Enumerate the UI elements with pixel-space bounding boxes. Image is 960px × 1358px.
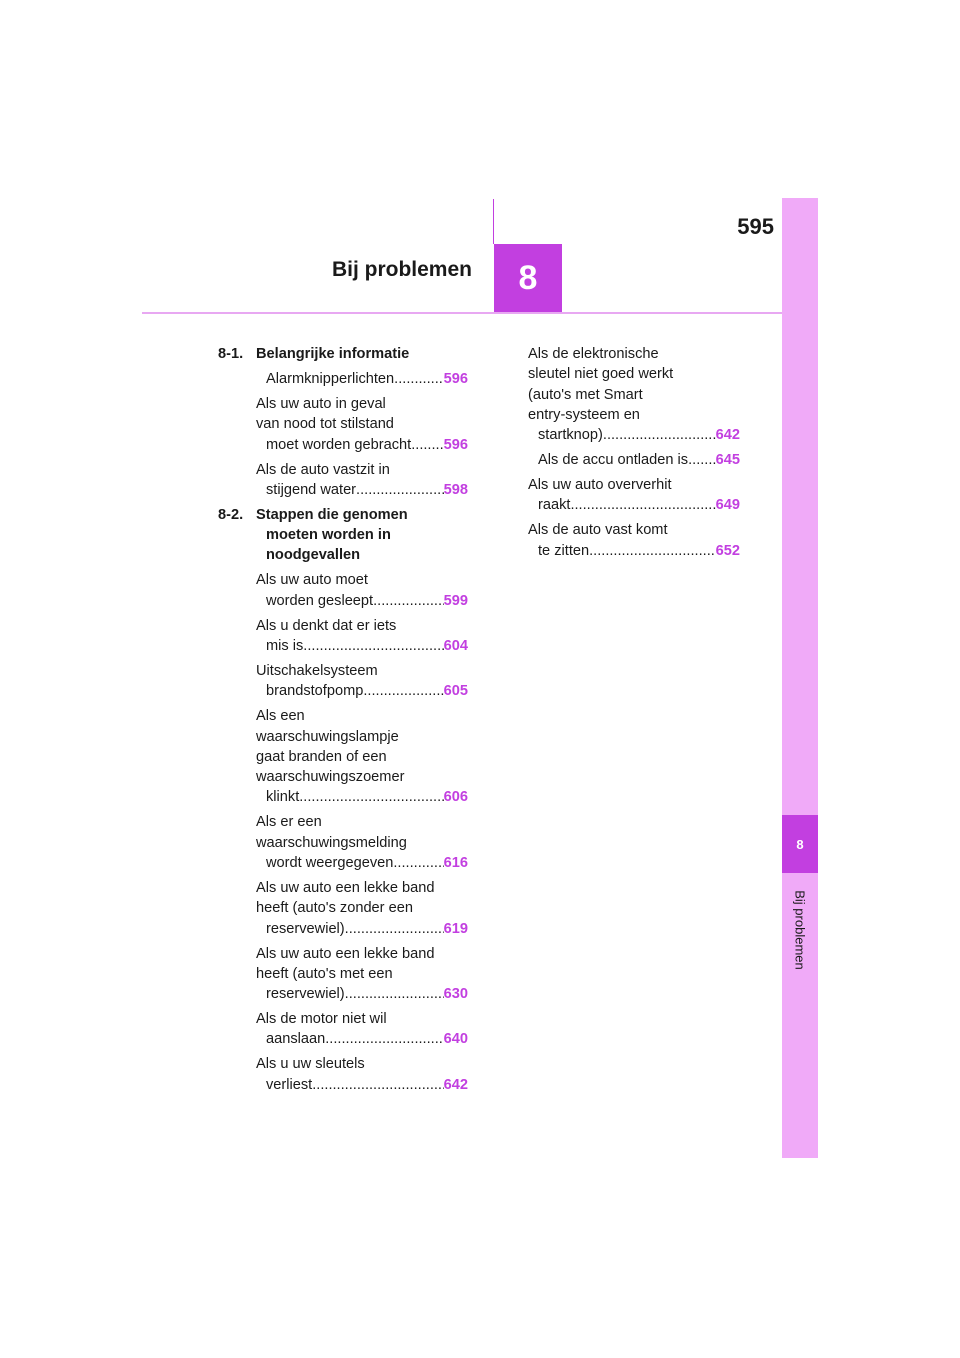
toc-page-link[interactable]: 652	[715, 542, 740, 559]
toc-entry-last-line	[538, 450, 740, 470]
toc-section-heading	[218, 505, 468, 566]
toc-entry-last-line	[266, 919, 468, 939]
toc-entry-last-line	[538, 425, 740, 445]
toc-entry-line: Uitschakelsysteem	[256, 662, 378, 679]
toc-page-link[interactable]: 596	[443, 436, 468, 453]
toc-entry-text: verliest	[266, 1076, 313, 1093]
toc-page-link[interactable]: 630	[443, 986, 468, 1003]
toc-entry-line: waarschuwingszoemer	[256, 769, 405, 786]
toc-entry-last-line	[266, 984, 468, 1004]
toc-entry-line: sleutel niet goed werkt	[528, 366, 674, 383]
toc-entry[interactable]	[256, 616, 468, 657]
toc-entry-line: Als u uw sleutels	[256, 1056, 365, 1073]
toc-page-link[interactable]: 649	[715, 497, 740, 514]
toc-entry-text: startknop)	[538, 427, 603, 444]
toc-entry-text: Als de accu ontladen is	[538, 452, 689, 469]
toc-entry-line: Als u denkt dat er iets	[256, 617, 397, 634]
toc-entry-line: Als uw auto een lekke band	[256, 880, 435, 896]
toc-page-link[interactable]: 619	[443, 920, 468, 937]
toc-entry-last-line	[538, 495, 740, 515]
toc-entry-line: entry-systeem en	[528, 406, 640, 423]
page-number: 595	[737, 214, 774, 239]
toc-entry-text: reservewiel)	[266, 986, 345, 1003]
toc-entry-text: moet worden gebracht	[266, 436, 412, 453]
dot-leader	[303, 636, 443, 656]
dot-leader	[345, 919, 444, 939]
toc-entry-line: Als de motor niet wil	[256, 1011, 387, 1028]
toc-page-link[interactable]: 596	[443, 370, 468, 387]
dot-leader	[394, 369, 443, 389]
toc-page-link[interactable]: 599	[443, 592, 468, 609]
dot-leader	[356, 480, 444, 500]
section-number: 8-1.	[218, 346, 244, 362]
section-title: Belangrijke informatie	[256, 346, 410, 362]
toc-entry-line: (auto's met Smart	[528, 386, 643, 403]
toc-entry-last-line	[266, 1075, 468, 1095]
toc-entry[interactable]	[256, 570, 468, 611]
toc-entry[interactable]	[256, 1054, 468, 1095]
chapter-number: 8	[518, 259, 538, 297]
toc-entry[interactable]	[256, 1009, 468, 1050]
toc-entry-line: Als de auto vastzit in	[256, 461, 390, 478]
toc-entry-line: heeft (auto's zonder een	[256, 900, 413, 917]
toc-entry-line: Als een	[256, 708, 305, 725]
toc-entry-last-line	[266, 435, 468, 455]
section-title	[256, 505, 468, 566]
toc-entry-text: wordt weergegeven	[266, 855, 394, 872]
dot-leader	[688, 450, 716, 470]
toc-page-link[interactable]: 645	[715, 452, 740, 469]
toc-entry-last-line	[266, 480, 468, 500]
toc-entry-line: van nood tot stilstand	[256, 416, 394, 433]
dot-leader	[570, 495, 715, 515]
dot-leader	[345, 984, 444, 1004]
side-tab-label-text: Bij problemen	[792, 890, 808, 970]
dot-leader	[373, 591, 444, 611]
toc-entry-last-line	[266, 787, 468, 807]
toc-entry[interactable]	[256, 812, 468, 873]
toc-left-column	[218, 344, 468, 1100]
side-thumb-tab	[782, 198, 818, 1158]
toc-entry[interactable]	[256, 460, 468, 501]
toc-entry-text: reservewiel)	[266, 920, 345, 937]
chapter-title: Bij problemen	[331, 258, 472, 281]
dot-leader	[393, 853, 443, 873]
section-title-line: moeten worden in	[266, 527, 391, 544]
dot-leader	[363, 681, 443, 701]
dot-leader	[299, 787, 443, 807]
header-rule	[142, 312, 782, 314]
toc-entry-line: heeft (auto's met een	[256, 965, 393, 982]
toc-page-link[interactable]: 605	[443, 683, 468, 700]
toc-entry-last-line	[266, 369, 468, 389]
toc-entry-last-line	[266, 591, 468, 611]
toc-entry-text: worden gesleept	[266, 592, 374, 609]
toc-entry-last-line	[266, 853, 468, 873]
dot-leader	[603, 425, 716, 445]
section-title-line: Stappen die genomen	[256, 506, 408, 523]
toc-entry-line: Als de elektronische	[528, 346, 659, 362]
toc-entry-text: stijgend water	[266, 481, 357, 498]
toc-entry-line: Als de auto vast komt	[528, 522, 668, 539]
toc-entry-line: waarschuwingslampje	[256, 728, 399, 745]
toc-entry[interactable]	[256, 944, 468, 1005]
toc-entry-last-line	[266, 1029, 468, 1049]
dot-leader	[411, 435, 443, 455]
toc-entry[interactable]	[528, 520, 740, 561]
toc-entry-line: Als uw auto oververhit	[528, 477, 672, 494]
toc-entry[interactable]	[256, 661, 468, 702]
toc-entry-text: raakt	[538, 497, 571, 514]
toc-entry[interactable]	[256, 369, 468, 389]
toc-entry[interactable]	[256, 706, 468, 807]
toc-entry-line: Als uw auto een lekke band	[256, 945, 435, 962]
toc-entry[interactable]	[528, 475, 740, 516]
toc-entry-text: aanslaan	[266, 1031, 326, 1048]
toc-entry[interactable]	[528, 344, 740, 445]
toc-page-link[interactable]: 616	[443, 855, 468, 872]
toc-entry-text: klinkt	[266, 789, 300, 806]
section-title-line: noodgevallen	[266, 547, 361, 564]
dot-leader	[589, 541, 716, 561]
toc-entry-line: Als uw auto moet	[256, 572, 368, 589]
toc-entry-line: gaat branden of een	[256, 748, 387, 765]
toc-entry-text: te zitten	[538, 542, 590, 559]
toc-page-link[interactable]: 640	[443, 1031, 468, 1048]
toc-entry-text: Alarmknipperlichten	[266, 370, 395, 387]
toc-right-column	[528, 344, 740, 566]
toc-page-link[interactable]: 598	[443, 481, 468, 498]
toc-page-link[interactable]: 642	[715, 427, 740, 444]
side-tab-active-chapter[interactable]	[782, 815, 818, 873]
toc-page-link[interactable]: 642	[443, 1076, 468, 1093]
header-divider-vertical	[493, 199, 494, 244]
toc-entry-last-line	[266, 681, 468, 701]
toc-entry[interactable]	[256, 394, 468, 455]
toc-page-link[interactable]: 604	[443, 637, 468, 654]
chapter-number-box	[494, 244, 562, 313]
toc-page-link[interactable]: 606	[443, 789, 468, 806]
toc-entry-line: Als er een	[256, 814, 322, 831]
toc-entry-last-line	[538, 541, 740, 561]
toc-entry-last-line	[266, 636, 468, 656]
toc-entry[interactable]	[528, 450, 740, 470]
section-number: 8-2.	[218, 506, 244, 523]
side-tab-number: 8	[796, 836, 804, 852]
toc-entry-line: waarschuwingsmelding	[256, 834, 407, 851]
toc-entry-text: brandstofpomp	[266, 683, 364, 700]
toc-entry-line: Als uw auto in geval	[256, 395, 386, 412]
toc-entry[interactable]	[256, 878, 468, 939]
dot-leader	[325, 1029, 443, 1049]
toc-section-heading	[218, 344, 468, 364]
dot-leader	[312, 1075, 443, 1095]
toc-entry-text: mis is	[266, 637, 304, 654]
